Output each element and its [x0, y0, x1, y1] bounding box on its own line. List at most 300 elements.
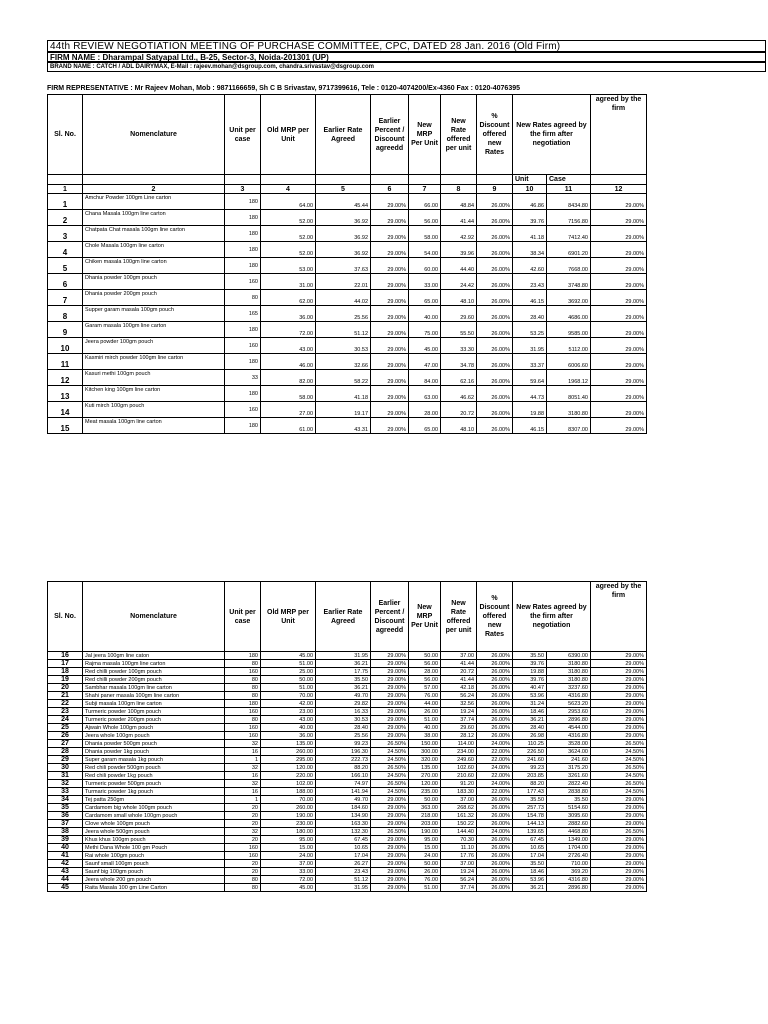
- header-new-mrp: New MRP Per Unit: [409, 582, 441, 652]
- new-rate-cell: 144.40: [441, 828, 477, 836]
- pct-discount-cell: 26.00%: [477, 258, 513, 274]
- serial-no-cell: 41: [48, 852, 83, 860]
- agreed-unit-rate-cell: 88.20: [513, 780, 547, 788]
- earlier-percent-cell: 29.00%: [371, 852, 409, 860]
- new-mrp-cell: 15.00: [409, 844, 441, 852]
- agreed-percent-cell: 29.00%: [591, 338, 647, 354]
- agreed-case-rate-cell: 2896.80: [547, 884, 591, 892]
- unit-per-case-cell: 20: [225, 812, 261, 820]
- new-rate-cell: 183.30: [441, 788, 477, 796]
- pct-discount-cell: 26.00%: [477, 354, 513, 370]
- unit-per-case-cell: 80: [225, 692, 261, 700]
- item-name-cell: Jal jeera 100gm line caton: [83, 652, 225, 660]
- agreed-unit-rate-cell: 35.50: [513, 796, 547, 804]
- old-mrp-cell: 95.00: [261, 836, 316, 844]
- unit-per-case-cell: 16: [225, 772, 261, 780]
- serial-no-cell: 4: [48, 242, 83, 258]
- new-rate-cell: 32.56: [441, 700, 477, 708]
- pct-discount-cell: 26.00%: [477, 290, 513, 306]
- old-mrp-cell: 43.00: [261, 338, 316, 354]
- serial-no-cell: 17: [48, 660, 83, 668]
- item-name-cell: Shahi paner masala 100gm line carton: [83, 692, 225, 700]
- agreed-percent-cell: 29.00%: [591, 684, 647, 692]
- new-rate-cell: 37.00: [441, 796, 477, 804]
- serial-no-cell: 23: [48, 708, 83, 716]
- table-row: [48, 756, 647, 764]
- agreed-case-rate-cell: 5154.60: [547, 804, 591, 812]
- new-rate-cell: 19.24: [441, 708, 477, 716]
- new-mrp-cell: 190.00: [409, 828, 441, 836]
- earlier-rate-cell: 99.23: [316, 740, 371, 748]
- item-name-cell: Jeera whole 500gm pouch: [83, 828, 225, 836]
- agreed-percent-cell: 29.00%: [591, 804, 647, 812]
- unit-per-case-cell: 16: [225, 748, 261, 756]
- header-unit-per-case: Unit per case: [225, 582, 261, 652]
- unit-per-case-cell: 32: [225, 764, 261, 772]
- table-row: [48, 804, 647, 812]
- unit-per-case-cell: 160: [225, 402, 261, 418]
- old-mrp-cell: 180.00: [261, 828, 316, 836]
- earlier-percent-cell: 29.00%: [371, 274, 409, 290]
- earlier-rate-cell: 51.12: [316, 322, 371, 338]
- table-row: [48, 884, 647, 892]
- new-rate-cell: 41.44: [441, 210, 477, 226]
- pct-discount-cell: 26.00%: [477, 660, 513, 668]
- agreed-unit-rate-cell: 67.45: [513, 836, 547, 844]
- new-rate-cell: 34.78: [441, 354, 477, 370]
- table-row: [48, 844, 647, 852]
- agreed-unit-rate-cell: 19.88: [513, 402, 547, 418]
- pct-discount-cell: 26.00%: [477, 844, 513, 852]
- earlier-rate-cell: 67.45: [316, 836, 371, 844]
- agreed-case-rate-cell: 369.20: [547, 868, 591, 876]
- new-mrp-cell: 65.00: [409, 418, 441, 434]
- serial-no-cell: 22: [48, 700, 83, 708]
- agreed-percent-cell: 29.00%: [591, 226, 647, 242]
- earlier-rate-cell: 45.44: [316, 194, 371, 210]
- header-new-rates-agreed: New Rates agreed by the firm after negotiation: [513, 95, 591, 175]
- table-row: [48, 860, 647, 868]
- new-mrp-cell: 66.00: [409, 194, 441, 210]
- serial-no-cell: 19: [48, 676, 83, 684]
- item-name-cell: Supper garam masala 100gm pouch: [83, 306, 225, 322]
- item-name-cell: Raita Masala 100 gm Line Carton: [83, 884, 225, 892]
- earlier-rate-cell: 28.40: [316, 724, 371, 732]
- unit-per-case-cell: 180: [225, 700, 261, 708]
- unit-per-case-cell: 160: [225, 708, 261, 716]
- item-name-cell: Turmeric powder 500gm pouch: [83, 780, 225, 788]
- serial-no-cell: 5: [48, 258, 83, 274]
- serial-no-cell: 7: [48, 290, 83, 306]
- agreed-percent-cell: 29.00%: [591, 836, 647, 844]
- column-index-cell: 1: [48, 185, 83, 194]
- old-mrp-cell: 42.00: [261, 700, 316, 708]
- new-mrp-cell: 56.00: [409, 210, 441, 226]
- column-index-row: [48, 185, 647, 194]
- earlier-rate-cell: 36.92: [316, 242, 371, 258]
- agreed-unit-rate-cell: 53.25: [513, 322, 547, 338]
- old-mrp-cell: 33.00: [261, 868, 316, 876]
- unit-per-case-cell: 180: [225, 242, 261, 258]
- header-nomenclature: Nomenclature: [83, 582, 225, 652]
- agreed-case-rate-cell: 2838.80: [547, 788, 591, 796]
- new-rate-cell: 37.00: [441, 860, 477, 868]
- table-row: [48, 764, 647, 772]
- new-mrp-cell: 58.00: [409, 226, 441, 242]
- table-row: [48, 820, 647, 828]
- serial-no-cell: 35: [48, 804, 83, 812]
- table-row: [48, 226, 647, 242]
- old-mrp-cell: 15.00: [261, 844, 316, 852]
- pct-discount-cell: 22.00%: [477, 756, 513, 764]
- item-name-cell: Kitchen king 100gm line carton: [83, 386, 225, 402]
- agreed-percent-cell: 29.00%: [591, 732, 647, 740]
- serial-no-cell: 2: [48, 210, 83, 226]
- agreed-case-rate-cell: 5112.00: [547, 338, 591, 354]
- agreed-case-rate-cell: 6006.60: [547, 354, 591, 370]
- earlier-percent-cell: 29.00%: [371, 716, 409, 724]
- agreed-case-rate-cell: 6390.00: [547, 652, 591, 660]
- item-name-cell: Jeera whole 100gm pouch: [83, 732, 225, 740]
- new-rate-cell: 29.60: [441, 306, 477, 322]
- agreed-unit-rate-cell: 39.76: [513, 210, 547, 226]
- serial-no-cell: 14: [48, 402, 83, 418]
- agreed-unit-rate-cell: 53.96: [513, 692, 547, 700]
- header-pct-discount: % Discount offered new Rates: [477, 582, 513, 652]
- serial-no-cell: 37: [48, 820, 83, 828]
- pct-discount-cell: 26.00%: [477, 860, 513, 868]
- unit-per-case-cell: 180: [225, 258, 261, 274]
- earlier-rate-cell: 49.70: [316, 796, 371, 804]
- new-mrp-cell: 54.00: [409, 242, 441, 258]
- new-rate-cell: 39.96: [441, 242, 477, 258]
- header-new-rate: New Rate offered per unit: [441, 582, 477, 652]
- earlier-percent-cell: 29.00%: [371, 724, 409, 732]
- new-rate-cell: 234.00: [441, 748, 477, 756]
- agreed-percent-cell: 29.00%: [591, 716, 647, 724]
- table-row: [48, 668, 647, 676]
- table-row: [48, 708, 647, 716]
- agreed-percent-cell: 29.00%: [591, 700, 647, 708]
- firm-representative: FIRM REPRESENTATIVE : Mr Rajeev Mohan, Mob : 9871166659, Sh C B Srivastav, 9717399616, Tele : 0120-4074200/Ex-4360 Fax : 0120-4076395: [47, 85, 520, 92]
- agreed-percent-cell: 29.00%: [591, 258, 647, 274]
- old-mrp-cell: 31.00: [261, 274, 316, 290]
- agreed-case-rate-cell: 8434.80: [547, 194, 591, 210]
- table-row: [48, 740, 647, 748]
- agreed-percent-cell: 29.00%: [591, 860, 647, 868]
- new-rate-cell: 29.60: [441, 724, 477, 732]
- agreed-unit-rate-cell: 38.34: [513, 242, 547, 258]
- earlier-rate-cell: 26.27: [316, 860, 371, 868]
- item-name-cell: Methi Dana Whole 100 gm Pouch: [83, 844, 225, 852]
- serial-no-cell: 9: [48, 322, 83, 338]
- unit-per-case-cell: 20: [225, 836, 261, 844]
- earlier-rate-cell: 30.53: [316, 338, 371, 354]
- pct-discount-cell: 26.00%: [477, 242, 513, 258]
- old-mrp-cell: 260.00: [261, 748, 316, 756]
- item-name-cell: Kuti mirch 100gm pouch: [83, 402, 225, 418]
- rate-table-1: [47, 94, 647, 434]
- earlier-rate-cell: 16.33: [316, 708, 371, 716]
- item-name-cell: Turmeric powder 100gm pouch: [83, 708, 225, 716]
- serial-no-cell: 39: [48, 836, 83, 844]
- agreed-unit-rate-cell: 53.96: [513, 876, 547, 884]
- new-mrp-cell: 28.00: [409, 402, 441, 418]
- agreed-percent-cell: 29.00%: [591, 402, 647, 418]
- item-name-cell: Chole Masala 100gm line carton: [83, 242, 225, 258]
- column-index-cell: 8: [441, 185, 477, 194]
- new-rate-cell: 48.10: [441, 418, 477, 434]
- old-mrp-cell: 135.00: [261, 740, 316, 748]
- earlier-rate-cell: 51.12: [316, 876, 371, 884]
- pct-discount-cell: 26.00%: [477, 708, 513, 716]
- unit-per-case-cell: 80: [225, 884, 261, 892]
- earlier-percent-cell: 29.00%: [371, 684, 409, 692]
- agreed-percent-cell: 29.00%: [591, 692, 647, 700]
- earlier-rate-cell: 88.20: [316, 764, 371, 772]
- earlier-percent-cell: 24.50%: [371, 756, 409, 764]
- column-index-cell: 3: [225, 185, 261, 194]
- agreed-unit-rate-cell: 31.24: [513, 700, 547, 708]
- agreed-percent-cell: 24.50%: [591, 772, 647, 780]
- earlier-percent-cell: 29.00%: [371, 668, 409, 676]
- agreed-case-rate-cell: 3624.00: [547, 748, 591, 756]
- new-rate-cell: 70.30: [441, 836, 477, 844]
- table-row: [48, 788, 647, 796]
- serial-no-cell: 38: [48, 828, 83, 836]
- earlier-percent-cell: 29.00%: [371, 796, 409, 804]
- new-mrp-cell: 40.00: [409, 306, 441, 322]
- table-row: [48, 290, 647, 306]
- column-index-cell: 12: [591, 185, 647, 194]
- earlier-rate-cell: 37.63: [316, 258, 371, 274]
- pct-discount-cell: 24.00%: [477, 764, 513, 772]
- item-name-cell: Rajma masala 100gm line carton: [83, 660, 225, 668]
- agreed-unit-rate-cell: 39.76: [513, 676, 547, 684]
- old-mrp-cell: 62.00: [261, 290, 316, 306]
- agreed-case-rate-cell: 4316.80: [547, 692, 591, 700]
- agreed-unit-rate-cell: 44.73: [513, 386, 547, 402]
- pct-discount-cell: 22.00%: [477, 772, 513, 780]
- agreed-percent-cell: 29.00%: [591, 884, 647, 892]
- serial-no-cell: 12: [48, 370, 83, 386]
- agreed-percent-cell: 29.00%: [591, 876, 647, 884]
- serial-no-cell: 16: [48, 652, 83, 660]
- old-mrp-cell: 70.00: [261, 796, 316, 804]
- new-rate-cell: 62.16: [441, 370, 477, 386]
- agreed-unit-rate-cell: 23.43: [513, 274, 547, 290]
- agreed-unit-rate-cell: 28.40: [513, 306, 547, 322]
- agreed-percent-cell: 29.00%: [591, 194, 647, 210]
- earlier-rate-cell: 22.01: [316, 274, 371, 290]
- agreed-unit-rate-cell: 139.65: [513, 828, 547, 836]
- new-mrp-cell: 95.00: [409, 836, 441, 844]
- header-new-rate: New Rate offered per unit: [441, 95, 477, 175]
- header-new-rates-agreed: New Rates agreed by the firm after negotiation: [513, 582, 591, 652]
- unit-per-case-cell: 1: [225, 796, 261, 804]
- agreed-case-rate-cell: 3180.80: [547, 660, 591, 668]
- item-name-cell: Jeera powder 100gm pouch: [83, 338, 225, 354]
- agreed-case-rate-cell: 9585.00: [547, 322, 591, 338]
- header-new-mrp: New MRP Per Unit: [409, 95, 441, 175]
- unit-per-case-cell: 180: [225, 652, 261, 660]
- pct-discount-cell: 26.00%: [477, 684, 513, 692]
- agreed-unit-rate-cell: 41.18: [513, 226, 547, 242]
- agreed-percent-cell: 26.50%: [591, 780, 647, 788]
- unit-per-case-cell: 180: [225, 226, 261, 242]
- new-rate-cell: 161.32: [441, 812, 477, 820]
- table-row: [48, 274, 647, 290]
- earlier-rate-cell: 17.75: [316, 668, 371, 676]
- new-mrp-cell: 235.00: [409, 788, 441, 796]
- item-name-cell: Red chilli powder 100gm pouch: [83, 668, 225, 676]
- old-mrp-cell: 64.00: [261, 194, 316, 210]
- new-mrp-cell: 150.00: [409, 740, 441, 748]
- table-row: [48, 676, 647, 684]
- new-rate-cell: 17.76: [441, 852, 477, 860]
- item-name-cell: Cardamom big whole 100gm pouch: [83, 804, 225, 812]
- pct-discount-cell: 26.00%: [477, 804, 513, 812]
- agreed-percent-cell: 29.00%: [591, 844, 647, 852]
- column-index-cell: 5: [316, 185, 371, 194]
- new-rate-cell: 42.92: [441, 226, 477, 242]
- agreed-percent-cell: 29.00%: [591, 274, 647, 290]
- unit-per-case-cell: 32: [225, 740, 261, 748]
- old-mrp-cell: 51.00: [261, 684, 316, 692]
- agreed-case-rate-cell: 1349.00: [547, 836, 591, 844]
- agreed-unit-rate-cell: 35.50: [513, 860, 547, 868]
- header-unit-per-case: Unit per case: [225, 95, 261, 175]
- agreed-percent-cell: 24.50%: [591, 748, 647, 756]
- new-rate-cell: 56.24: [441, 876, 477, 884]
- header-nomenclature: Nomenclature: [83, 95, 225, 175]
- pct-discount-cell: 26.00%: [477, 668, 513, 676]
- earlier-rate-cell: 25.56: [316, 732, 371, 740]
- table-2-body: [48, 652, 647, 892]
- agreed-case-rate-cell: 2726.40: [547, 852, 591, 860]
- agreed-unit-rate-cell: 40.47: [513, 684, 547, 692]
- column-index-cell: 9: [477, 185, 513, 194]
- new-rate-cell: 41.44: [441, 660, 477, 668]
- agreed-percent-cell: 29.00%: [591, 668, 647, 676]
- agreed-case-rate-cell: 8051.40: [547, 386, 591, 402]
- pct-discount-cell: 26.00%: [477, 796, 513, 804]
- earlier-percent-cell: 29.00%: [371, 660, 409, 668]
- agreed-case-rate-cell: 5623.20: [547, 700, 591, 708]
- agreed-case-rate-cell: 3180.80: [547, 668, 591, 676]
- serial-no-cell: 33: [48, 788, 83, 796]
- pct-discount-cell: 24.00%: [477, 740, 513, 748]
- new-rate-cell: 41.44: [441, 676, 477, 684]
- item-name-cell: Dhania powder 100gm pouch: [83, 274, 225, 290]
- item-name-cell: Subji masala 100gm line carton: [83, 700, 225, 708]
- item-name-cell: Red chili powder 1kg pouch: [83, 772, 225, 780]
- header-earlier-percent: Earlier Percent / Discount agreedd: [371, 582, 409, 652]
- serial-no-cell: 31: [48, 772, 83, 780]
- agreed-case-rate-cell: 4468.80: [547, 828, 591, 836]
- new-mrp-cell: 76.00: [409, 692, 441, 700]
- header-old-mrp: Old MRP per Unit: [261, 582, 316, 652]
- agreed-case-rate-cell: 3175.20: [547, 764, 591, 772]
- old-mrp-cell: 70.00: [261, 692, 316, 700]
- new-mrp-cell: 33.00: [409, 274, 441, 290]
- subheader-case: Case: [547, 175, 591, 185]
- unit-per-case-cell: 160: [225, 852, 261, 860]
- serial-no-cell: 13: [48, 386, 83, 402]
- agreed-case-rate-cell: 4316.80: [547, 876, 591, 884]
- subheader-unit: Unit: [513, 175, 547, 185]
- new-mrp-cell: 47.00: [409, 354, 441, 370]
- pct-discount-cell: 26.00%: [477, 868, 513, 876]
- pct-discount-cell: 26.00%: [477, 306, 513, 322]
- agreed-unit-rate-cell: 18.46: [513, 868, 547, 876]
- agreed-percent-cell: 29.00%: [591, 210, 647, 226]
- item-name-cell: Clove whole 100gm pouch: [83, 820, 225, 828]
- new-mrp-cell: 203.00: [409, 820, 441, 828]
- earlier-rate-cell: 134.90: [316, 812, 371, 820]
- agreed-case-rate-cell: 35.50: [547, 796, 591, 804]
- new-rate-cell: 37.74: [441, 716, 477, 724]
- column-index-cell: 2: [83, 185, 225, 194]
- table-row: [48, 322, 647, 338]
- table-row: [48, 716, 647, 724]
- agreed-case-rate-cell: 710.00: [547, 860, 591, 868]
- unit-per-case-cell: 160: [225, 724, 261, 732]
- table-row: [48, 242, 647, 258]
- header-row: [48, 95, 647, 175]
- table-row: [48, 306, 647, 322]
- item-name-cell: Turmeric powder 200gm pouch: [83, 716, 225, 724]
- new-mrp-cell: 28.00: [409, 668, 441, 676]
- unit-per-case-cell: 180: [225, 194, 261, 210]
- earlier-percent-cell: 29.00%: [371, 338, 409, 354]
- agreed-unit-rate-cell: 59.64: [513, 370, 547, 386]
- document-title: 44th REVIEW NEGOTIATION MEETING OF PURCHASE COMMITTEE, CPC, DATED 28 Jan. 2016 (Old Firm): [47, 40, 766, 52]
- serial-no-cell: 42: [48, 860, 83, 868]
- agreed-percent-cell: 26.50%: [591, 828, 647, 836]
- agreed-case-rate-cell: 4544.00: [547, 724, 591, 732]
- earlier-percent-cell: 29.00%: [371, 210, 409, 226]
- table-row: [48, 258, 647, 274]
- earlier-percent-cell: 29.00%: [371, 226, 409, 242]
- earlier-percent-cell: 29.00%: [371, 354, 409, 370]
- table-row: [48, 876, 647, 884]
- new-mrp-cell: 76.00: [409, 876, 441, 884]
- agreed-unit-rate-cell: 33.37: [513, 354, 547, 370]
- old-mrp-cell: 61.00: [261, 418, 316, 434]
- unit-per-case-cell: 1: [225, 756, 261, 764]
- old-mrp-cell: 45.00: [261, 652, 316, 660]
- agreed-unit-rate-cell: 46.86: [513, 194, 547, 210]
- pct-discount-cell: 26.00%: [477, 652, 513, 660]
- pct-discount-cell: 26.00%: [477, 716, 513, 724]
- earlier-rate-cell: 31.95: [316, 652, 371, 660]
- serial-no-cell: 28: [48, 748, 83, 756]
- earlier-rate-cell: 35.50: [316, 676, 371, 684]
- item-name-cell: Dhania powder 200gm pouch: [83, 290, 225, 306]
- item-name-cell: Kasuri methi 100gm pouch: [83, 370, 225, 386]
- agreed-case-rate-cell: 3095.60: [547, 812, 591, 820]
- agreed-unit-rate-cell: 42.60: [513, 258, 547, 274]
- serial-no-cell: 34: [48, 796, 83, 804]
- table-row: [48, 796, 647, 804]
- header-pct-discount: % Discount offered new Rates: [477, 95, 513, 175]
- earlier-rate-cell: 222.73: [316, 756, 371, 764]
- unit-per-case-cell: 80: [225, 660, 261, 668]
- earlier-rate-cell: 36.21: [316, 660, 371, 668]
- new-mrp-cell: 363.00: [409, 804, 441, 812]
- firm-name: FIRM NAME : Dharampal Satyapal Ltd., B-25, Sector-3, Noida-201301 (UP): [47, 52, 766, 62]
